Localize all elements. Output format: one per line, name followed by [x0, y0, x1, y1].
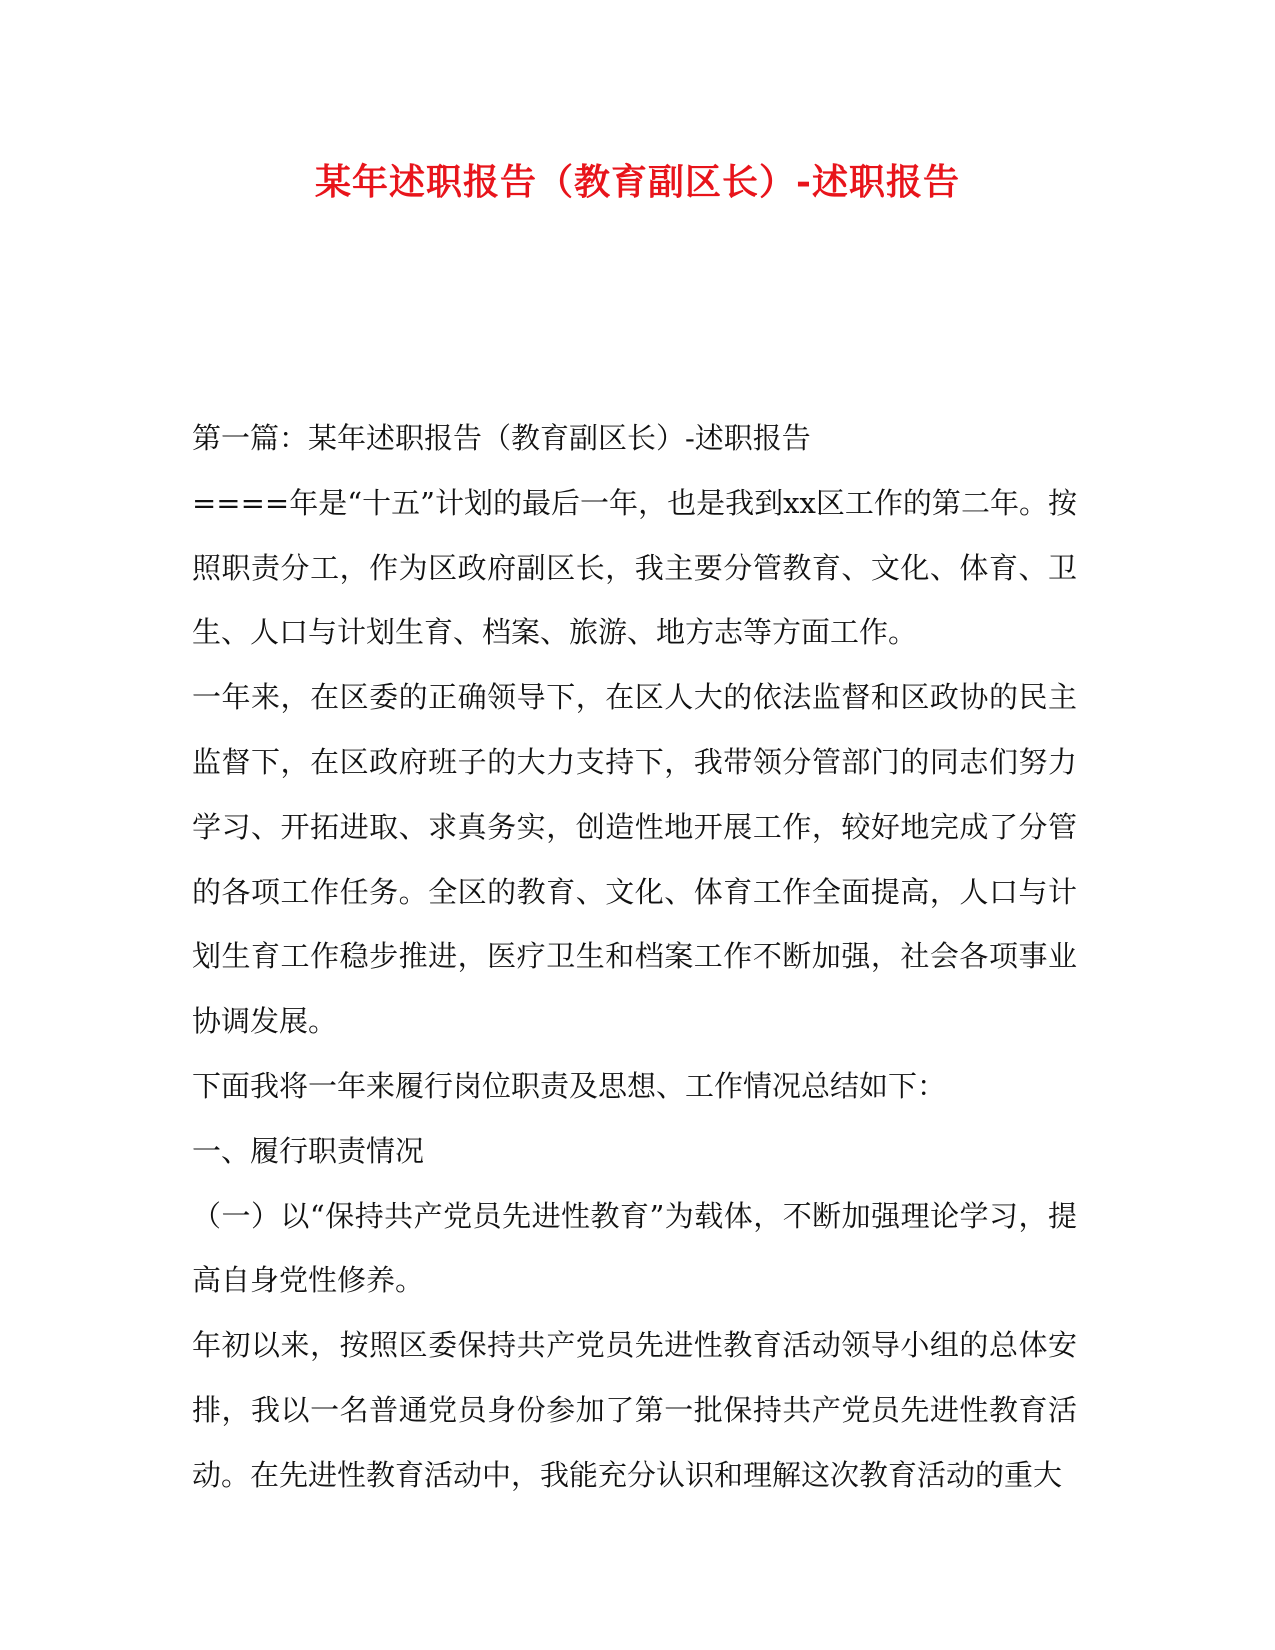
section-heading: 一、履行职责情况 [192, 1133, 425, 1168]
document-title: 某年述职报告（教育副区长）-述职报告 [315, 161, 960, 203]
body-paragraph: ====年是“十五”计划的最后一年，也是我到xx区工作的第二年。按照职责分工，作为区政府副区长，我主要分管教育、文化、体育、卫生、人口与计划生育、档案、旅游、地方志等方面工作。 [192, 485, 1077, 650]
document-body [192, 406, 1077, 1508]
subsection-heading: （一）以“保持共产党员先进性教育”为载体，不断加强理论学习，提高自身党性修养。 [192, 1198, 1077, 1298]
body-paragraph: 一年来，在区委的正确领导下，在区人大的依法监督和区政协的民主监督下，在区政府班子的大力支持下，我带领分管部门的同志们努力学习、开拓进取、求真务实，创造性地开展工作，较好地完成了分管的各项工作任务。全区的教育、文化、体育工作全面提高，人口与计划生育工作稳步推进，医疗卫生和档案工作不断加强，社会各项事业协调发展。 [192, 680, 1077, 1039]
body-paragraph-heading: 第一篇：某年述职报告（教育副区长）-述职报告 [192, 421, 811, 455]
body-paragraph: 下面我将一年来履行岗位职责及思想、工作情况总结如下： [192, 1068, 947, 1103]
body-paragraph: 年初以来，按照区委保持共产党员先进性教育活动领导小组的总体安排，我以一名普通党员身份参加了第一批保持共产党员先进性教育活动。在先进性教育活动中，我能充分认识和理解这次教育活动的重大 [192, 1328, 1077, 1492]
